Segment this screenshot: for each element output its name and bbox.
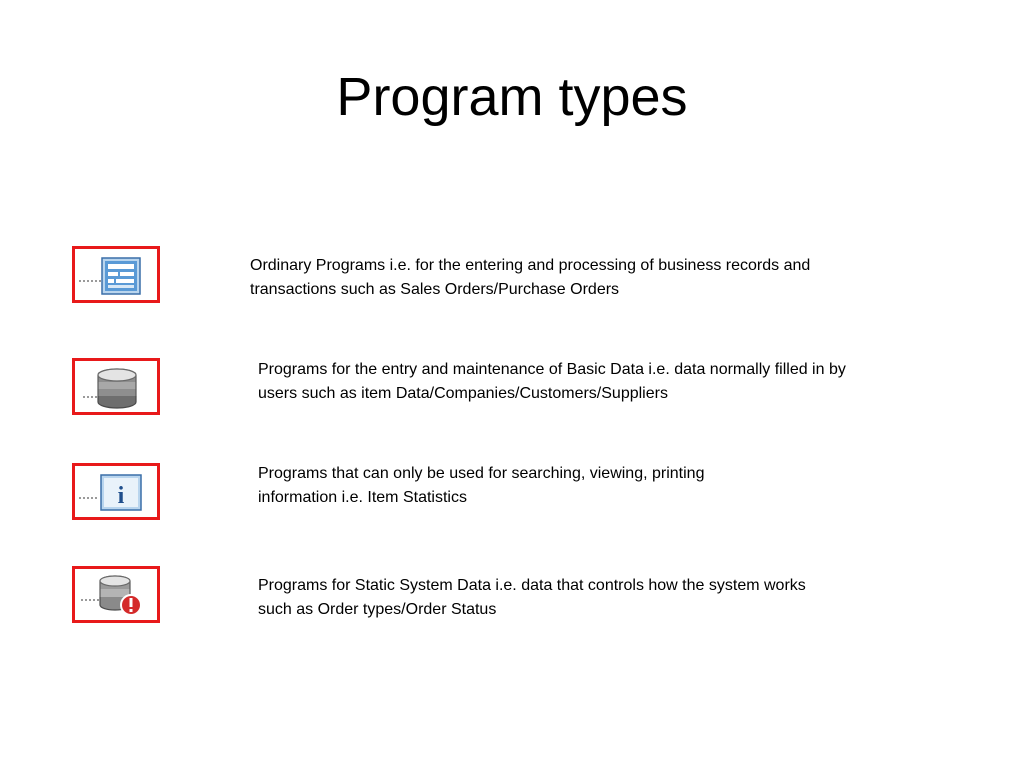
ordinary-program-description [250,254,810,302]
svg-text:i: i [117,483,125,509]
information-program-icon-frame [72,463,160,520]
static-data-program-description [258,574,806,622]
static-data-program-description-line-1: Programs for Static System Data i.e. data that controls how the system works [258,577,806,594]
static-data-program-icon-frame [72,566,160,623]
slide-title: Program types [336,67,688,127]
ordinary-program-description-line-1: Ordinary Programs i.e. for the entering and processing of business records and [250,257,811,274]
basic-data-program-description [258,358,846,406]
static-data-program-description-line-2: such as Order types/Order Status [258,601,497,618]
information-icon [75,466,157,517]
form-window-icon [75,249,157,300]
ordinary-program-icon-frame [72,246,160,303]
information-program-description [258,462,704,510]
basic-data-program-icon-frame [72,358,160,415]
ordinary-program-description-line-2: transactions such as Sales Orders/Purchase Orders [250,281,620,298]
information-program-description-line-1: Programs that can only be used for searching, viewing, printing [258,465,705,482]
basic-data-program-description-line-2: users such as item Data/Companies/Customers/Suppliers [258,385,668,402]
information-program-description-line-2: information i.e. Item Statistics [258,489,467,506]
basic-data-program-description-line-1: Programs for the entry and maintenance of Basic Data i.e. data normally filled in by [258,361,846,378]
database-stack-icon [75,361,157,412]
database-warning-icon [75,569,157,620]
